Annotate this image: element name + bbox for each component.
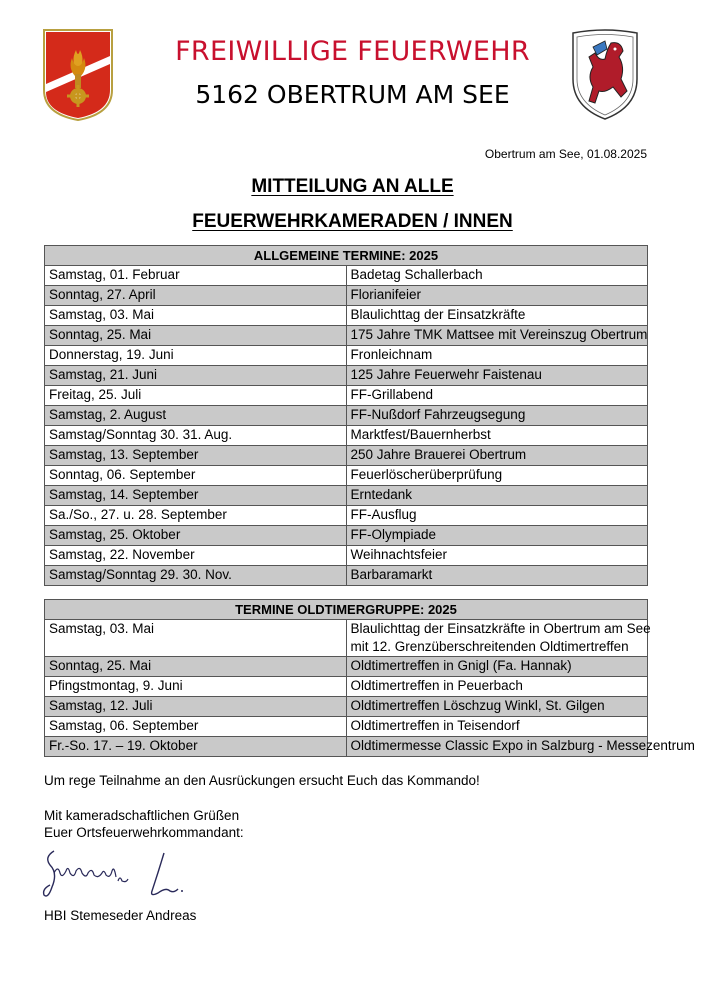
organization-name: FREIWILLIGE FEUERWEHR	[175, 36, 530, 67]
event-date: Samstag, 13. September	[45, 446, 347, 466]
table-row	[45, 326, 648, 346]
general-schedule-heading: ALLGEMEINE TERMINE: 2025	[45, 246, 648, 266]
table-row	[45, 657, 648, 677]
signer-name: HBI Stemeseder Andreas	[44, 908, 197, 923]
table-row	[45, 697, 648, 717]
table-row	[45, 620, 648, 657]
greeting-line1: Mit kameradschaftlichen Grüßen	[44, 808, 240, 823]
event-date: Samstag, 03. Mai	[45, 620, 347, 657]
table-row	[45, 286, 648, 306]
event-name: Florianifeier	[346, 286, 648, 306]
table-row	[45, 406, 648, 426]
document-title: MITTEILUNG AN ALLE	[251, 176, 454, 197]
event-date: Samstag, 2. August	[45, 406, 347, 426]
event-date: Samstag/Sonntag 29. 30. Nov.	[45, 566, 347, 586]
event-date: Samstag, 03. Mai	[45, 306, 347, 326]
event-name: FF-Ausflug	[346, 506, 648, 526]
event-name: Oldtimertreffen Löschzug Winkl, St. Gilgen	[346, 697, 648, 717]
event-date: Sa./So., 27. u. 28. September	[45, 506, 347, 526]
event-date: Pfingstmontag, 9. Juni	[45, 677, 347, 697]
table-row	[45, 506, 648, 526]
event-name	[346, 620, 651, 657]
event-date: Samstag, 01. Februar	[45, 266, 347, 286]
event-date: Samstag, 21. Juni	[45, 366, 347, 386]
event-name: Barbaramarkt	[346, 566, 648, 586]
event-date: Samstag, 25. Oktober	[45, 526, 347, 546]
event-name: FF-Nußdorf Fahrzeugsegung	[346, 406, 648, 426]
event-date: Samstag, 12. Juli	[45, 697, 347, 717]
general-schedule-table	[44, 245, 648, 586]
event-name: Oldtimertreffen in Peuerbach	[346, 677, 648, 697]
event-name: FF-Olympiade	[346, 526, 648, 546]
table-row	[45, 346, 648, 366]
event-name-line1: Blaulichttag der Einsatzkräfte in Obertrum am See	[350, 621, 651, 636]
oldtimer-schedule-table	[44, 599, 695, 757]
event-name: Marktfest/Bauernherbst	[346, 426, 648, 446]
event-date: Freitag, 25. Juli	[45, 386, 347, 406]
event-date: Donnerstag, 19. Juni	[45, 346, 347, 366]
table-row	[45, 306, 648, 326]
table-row	[45, 737, 648, 757]
table-row	[45, 266, 648, 286]
table-row	[45, 446, 648, 466]
table-row	[45, 717, 648, 737]
event-date: Sonntag, 06. September	[45, 466, 347, 486]
event-date: Sonntag, 27. April	[45, 286, 347, 306]
event-name: Oldtimermesse Classic Expo in Salzburg - Messezentrum	[346, 737, 648, 757]
organization-city: 5162 OBERTRUM AM SEE	[195, 80, 510, 109]
table-row	[45, 526, 648, 546]
handwritten-signature	[40, 843, 190, 909]
closing-remark: Um rege Teilnahme an den Ausrückungen ersucht Euch das Kommando!	[44, 773, 480, 788]
event-name: Oldtimertreffen in Teisendorf	[346, 717, 648, 737]
table-row	[45, 677, 648, 697]
event-name: Weihnachtsfeier	[346, 546, 648, 566]
event-date: Sonntag, 25. Mai	[45, 326, 347, 346]
document-subtitle: FEUERWEHRKAMERADEN / INNEN	[192, 211, 513, 232]
event-name: 175 Jahre TMK Mattsee mit Vereinszug Obertrum	[346, 326, 648, 346]
event-name: FF-Grillabend	[346, 386, 648, 406]
greeting	[44, 807, 244, 841]
table-row	[45, 426, 648, 446]
table-row	[45, 366, 648, 386]
event-name: Badetag Schallerbach	[346, 266, 648, 286]
event-date: Samstag, 06. September	[45, 717, 347, 737]
event-date: Fr.-So. 17. – 19. Oktober	[45, 737, 347, 757]
table-row	[45, 486, 648, 506]
event-name: Fronleichnam	[346, 346, 648, 366]
greeting-line2: Euer Ortsfeuerwehrkommandant:	[44, 825, 244, 840]
event-date: Samstag, 22. November	[45, 546, 347, 566]
table-row	[45, 566, 648, 586]
event-name: 250 Jahre Brauerei Obertrum	[346, 446, 648, 466]
document-date: Obertrum am See, 01.08.2025	[484, 147, 647, 161]
town-coat-of-arms-icon	[565, 27, 645, 122]
event-name: Oldtimertreffen in Gnigl (Fa. Hannak)	[346, 657, 648, 677]
table-row	[45, 466, 648, 486]
event-name: Blaulichttag der Einsatzkräfte	[346, 306, 648, 326]
event-name: Erntedank	[346, 486, 648, 506]
event-date: Sonntag, 25. Mai	[45, 657, 347, 677]
oldtimer-schedule-heading: TERMINE OLDTIMERGRUPPE: 2025	[45, 600, 648, 620]
event-date: Samstag/Sonntag 30. 31. Aug.	[45, 426, 347, 446]
event-name-line2: mit 12. Grenzüberschreitenden Oldtimertreffen	[350, 639, 629, 654]
event-name: Feuerlöscherüberprüfung	[346, 466, 648, 486]
table-row	[45, 386, 648, 406]
table-row	[45, 546, 648, 566]
event-date: Samstag, 14. September	[45, 486, 347, 506]
event-name: 125 Jahre Feuerwehr Faistenau	[346, 366, 648, 386]
